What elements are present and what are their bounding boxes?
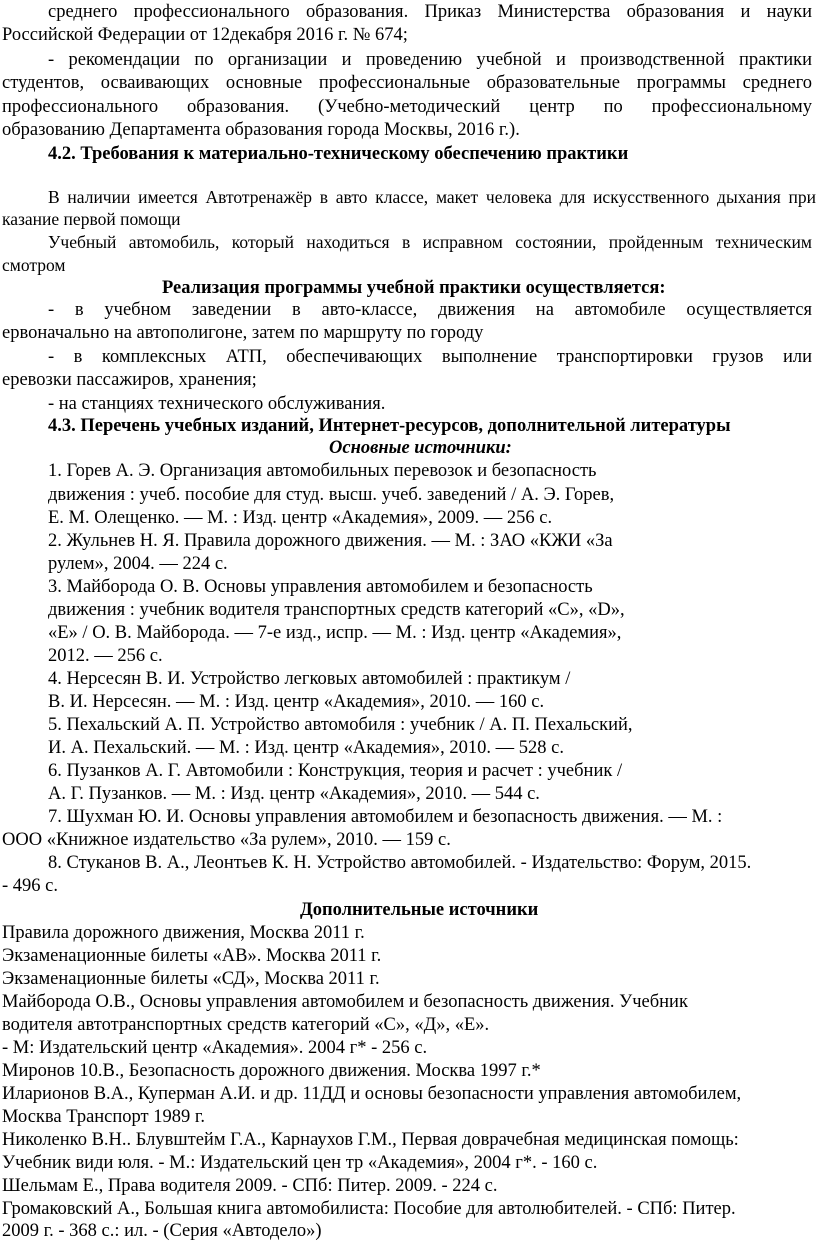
additional-source-line: Майборода О.В., Основы управления автомобилем и безопасность движения. Учебник — [2, 992, 688, 1012]
main-source-line: 2. Жульнев Н. Я. Правила дорожного движения. — М. : ЗАО «КЖИ «За — [48, 531, 613, 551]
additional-source-line: Москва Транспорт 1989 г. — [2, 1107, 206, 1127]
intro-line: среднего профессионального образования. Приказ Министерства образования и науки — [48, 2, 812, 22]
main-sources-title: Основные источники: — [329, 438, 512, 458]
additional-source-line: Шельмам Е., Права водителя 2009. - СПб: Питер. 2009. - 224 с. — [2, 1176, 498, 1196]
intro-line: профессионального образования. (Учебно-методический центр по профессиональному — [2, 97, 812, 117]
main-source-line: 3. Майборода О. В. Основы управления автомобилем и безопасность — [48, 577, 593, 597]
additional-source-line: Громаковский А., Большая книга автомобилиста: Пособие для автолюбителей. - СПб: Питер. — [2, 1199, 736, 1219]
main-source-line: И. А. Пехальский. — М. : Изд. центр «Академия», 2010. — 528 с. — [48, 738, 564, 758]
main-source-line: «Е» / О. В. Майборода. — 7-е изд., испр. — М. : Изд. центр «Академия», — [48, 623, 622, 643]
additional-source-line: Учебник види юля. - М.: Издательский цен тр «Академия», 2004 г*. - 160 с. — [2, 1153, 598, 1173]
main-source-line: движения : учеб. пособие для студ. высш. учеб. заведений / А. Э. Горев, — [48, 485, 615, 505]
intro-line: образованию Департамента образования города Москвы, 2016 г.). — [2, 120, 520, 140]
paragraph-line: Учебный автомобиль, который находиться в исправном состоянии, пройденным техническим — [48, 232, 812, 252]
section-heading-4-3: 4.3. Перечень учебных изданий, Интернет-ресурсов, дополнительной литературы — [48, 416, 731, 436]
main-source-line: В. И. Нерсесян. — М. : Изд. центр «Академия», 2010. — 160 с. — [48, 692, 545, 712]
paragraph-line: смотром — [2, 255, 66, 275]
main-source-line: ООО «Книжное издательство «За рулем», 2010. — 159 с. — [2, 830, 451, 850]
list-item: - на станциях технического обслуживания. — [48, 394, 386, 414]
main-source-line: 2012. — 256 с. — [48, 646, 163, 666]
subheading-implementation: Реализация программы учебной практики осуществляется: — [162, 278, 666, 298]
paragraph-line: В наличии имеется Автотренажёр в авто классе, макет человека для искусственного дыхания при — [48, 187, 816, 207]
additional-source-line: водителя автотранспортных средств категорий «С», «Д», «Е». — [2, 1015, 490, 1035]
main-source-line: 1. Горев А. Э. Организация автомобильных перевозок и безопасность — [48, 461, 597, 481]
paragraph-line: казание первой помощи — [2, 209, 181, 229]
additional-sources-title: Дополнительные источники — [300, 900, 539, 920]
main-source-line: движения : учебник водителя транспортных средств категорий «С», «D», — [48, 600, 625, 620]
section-heading-4-2: 4.2. Требования к материально-техническому обеспечению практики — [48, 144, 629, 164]
main-source-line: Е. М. Олещенко. — М. : Изд. центр «Академия», 2009. — 256 с. — [48, 508, 553, 528]
main-source-line: 7. Шухман Ю. И. Основы управления автомобилем и безопасность движения. — М. : — [48, 807, 723, 827]
additional-source-line: Николенко В.Н.. Блувштейм Г.А., Карнаухов Г.М., Первая доврачебная медицинская помощь: — [2, 1130, 739, 1150]
additional-source-line: Миронов 10.В., Безопасность дорожного движения. Москва 1997 г.* — [2, 1061, 541, 1081]
main-source-line: А. Г. Пузанков. — М. : Изд. центр «Академия», 2010. — 544 с. — [48, 784, 540, 804]
additional-source-line: Иларионов В.А., Куперман А.И. и др. 11ДД и основы безопасности управления автомобилем, — [2, 1084, 742, 1104]
additional-source-line: Экзаменационные билеты «СД», Москва 2011 г. — [2, 969, 380, 989]
main-source-line: рулем», 2004. — 224 с. — [48, 554, 228, 574]
main-source-line: 5. Пехальский А. П. Устройство автомобиля : учебник / А. П. Пехальский, — [48, 715, 633, 735]
main-source-line: 8. Стуканов В. А., Леонтьев К. Н. Устройство автомобилей. - Издательство: Форум, 2015. — [48, 853, 752, 873]
intro-line: - рекомендации по организации и проведению учебной и производственной практики — [48, 50, 812, 70]
list-item: - в комплексных АТП, обеспечивающих выполнение транспортировки грузов или — [48, 347, 812, 367]
main-source-line: 6. Пузанков А. Г. Автомобили : Конструкция, теория и расчет : учебник / — [48, 761, 623, 781]
list-item: еревозки пассажиров, хранения; — [2, 370, 257, 390]
list-item: - в учебном заведении в авто-классе, движения на автомобиле осуществляется — [48, 300, 812, 320]
list-item: ервоначально на автополигоне, затем по маршруту по городу — [2, 323, 484, 343]
main-source-line: - 496 с. — [2, 876, 58, 896]
additional-source-line: 2009 г. - 368 с.: ил. - (Серия «Автодело») — [2, 1221, 322, 1241]
additional-source-line: Правила дорожного движения, Москва 2011 г. — [2, 923, 365, 943]
intro-line: Российской Федерации от 12декабря 2016 г. № 674; — [2, 25, 408, 45]
additional-source-line: - М: Издательский центр «Академия». 2004 г* - 256 с. — [2, 1038, 428, 1058]
main-source-line: 4. Нерсесян В. И. Устройство легковых автомобилей : практикум / — [48, 669, 571, 689]
additional-source-line: Экзаменационные билеты «АВ». Москва 2011 г. — [2, 946, 382, 966]
intro-line: студентов, осваивающих основные профессиональные образовательные программы среднего — [2, 73, 812, 93]
